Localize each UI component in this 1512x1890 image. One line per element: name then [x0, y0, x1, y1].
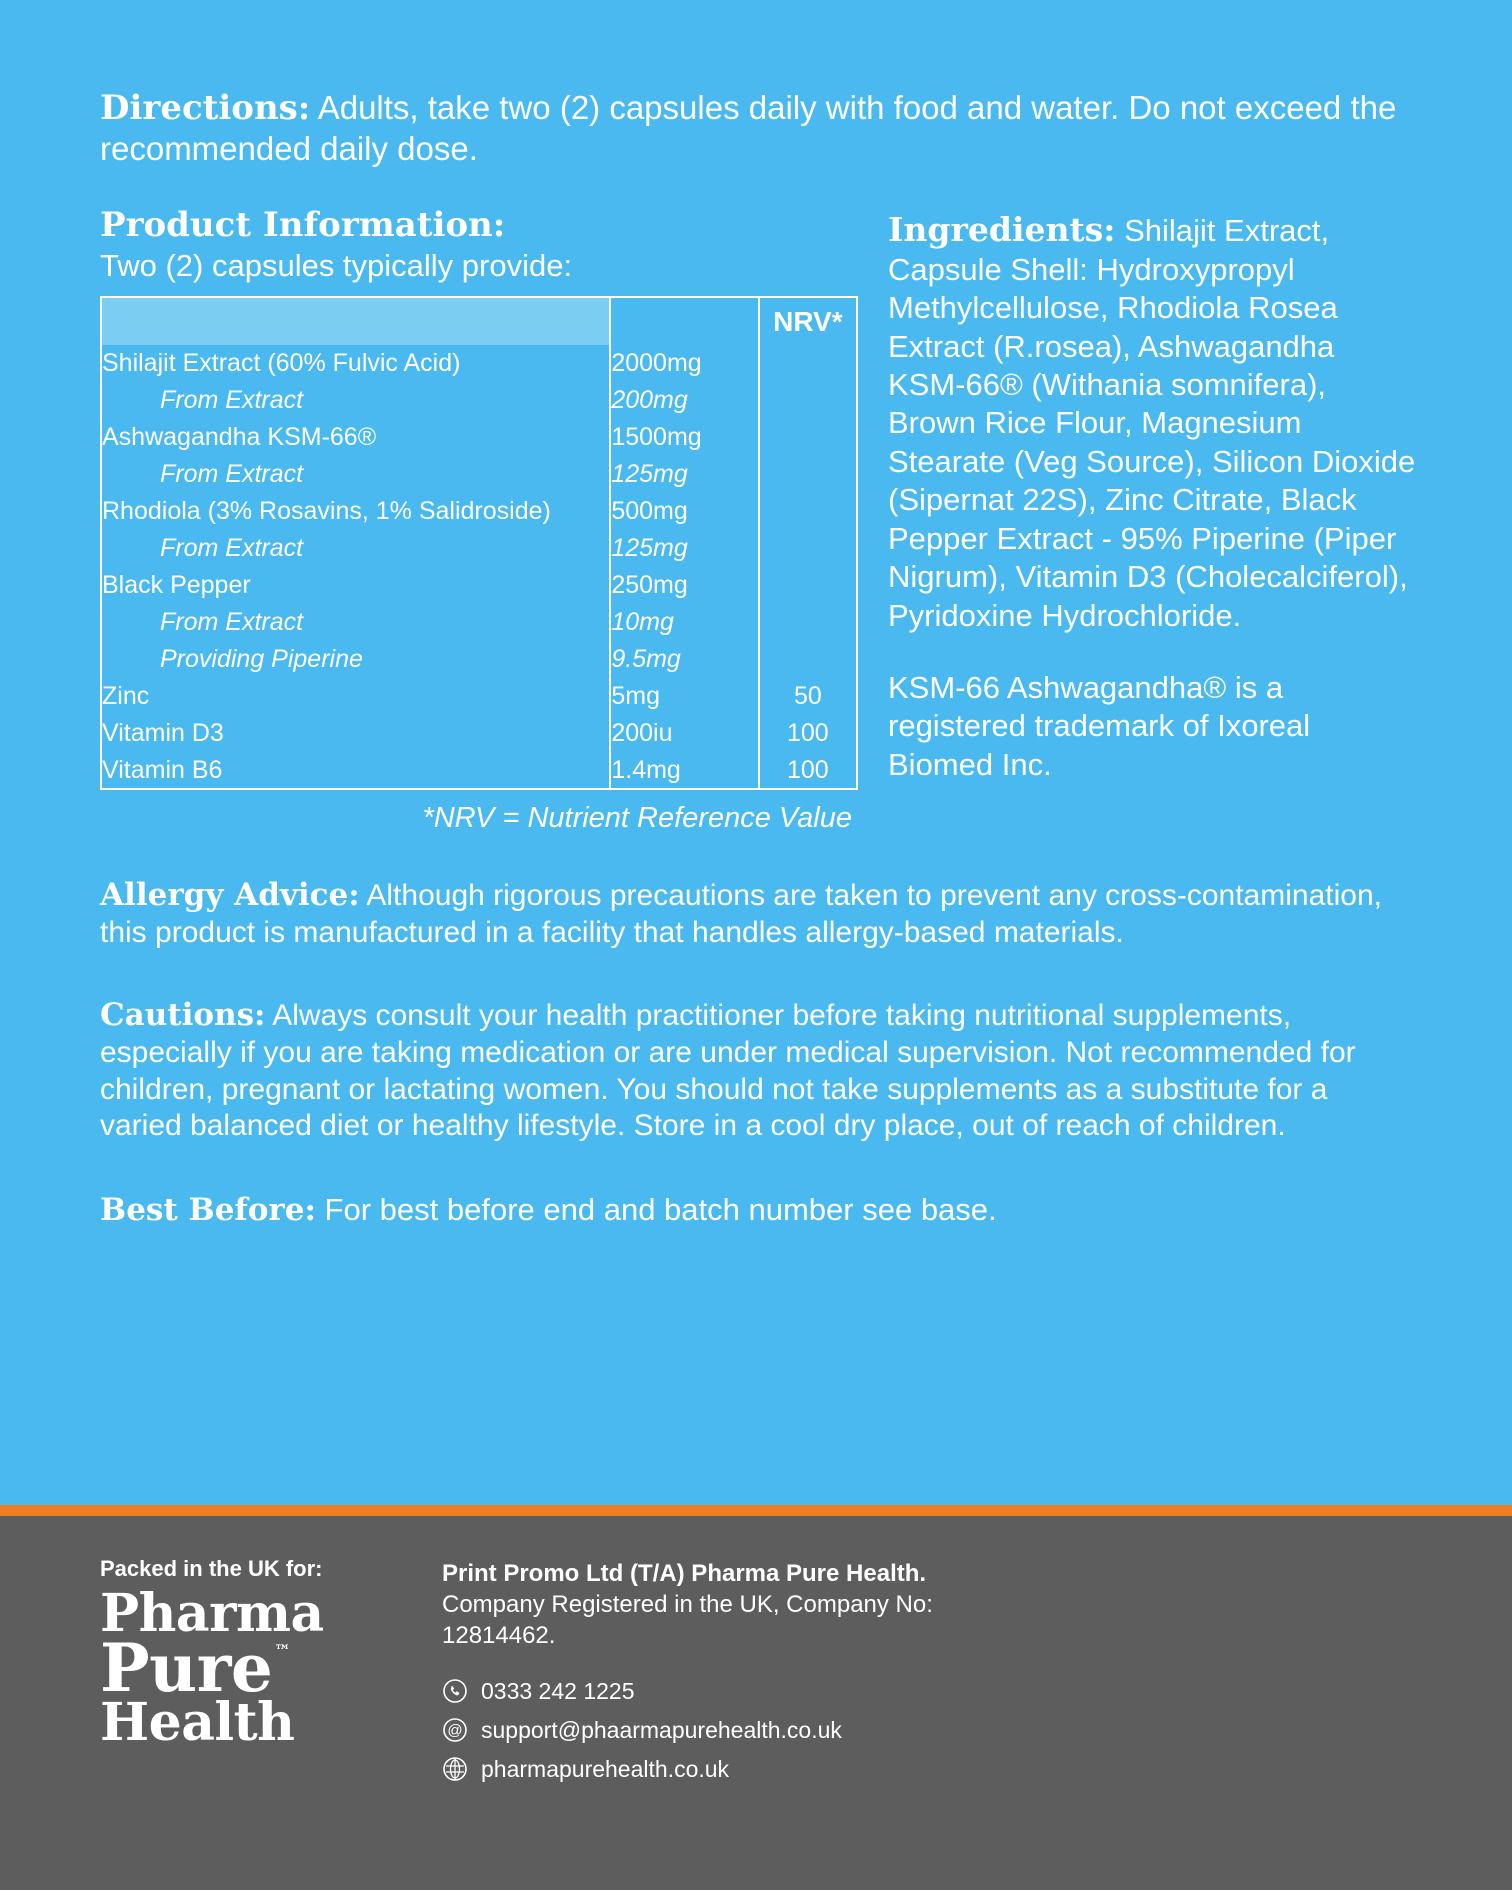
email-icon [442, 1717, 468, 1743]
company-registration-text [442, 1558, 972, 1652]
product-information-subheading: Two (2) capsules typically provide: [100, 247, 573, 283]
row-name: Ashwagandha KSM-66® [102, 423, 377, 451]
two-column-section [100, 204, 1416, 835]
logo-line-3: Health [100, 1691, 295, 1753]
row-amount: 200mg [611, 386, 688, 414]
table-row [101, 456, 857, 493]
trademark-note: KSM-66 Ashwagandha® is a registered trademark of Ixoreal Biomed Inc. [888, 670, 1311, 782]
company-registration-detail: Company Registered in the UK, Company No: 12814462. [442, 1591, 933, 1650]
row-nrv: 100 [787, 719, 829, 747]
brand-block [100, 1556, 430, 1890]
table-row [101, 530, 857, 567]
table-header-row [101, 297, 857, 345]
nrv-footnote: *NRV = Nutrient Reference Value [422, 802, 852, 834]
row-nrv: 50 [793, 682, 822, 710]
row-amount: 125mg [611, 534, 688, 562]
best-before-text: For best before end and batch number see base. [315, 1192, 997, 1227]
trademark-symbol: ™ [274, 1640, 290, 1660]
header-cell-amount [610, 297, 758, 345]
logo-line-2 [100, 1628, 430, 1707]
row-amount: 2000mg [611, 349, 702, 377]
company-details-block [430, 1556, 972, 1890]
row-amount: 250mg [611, 571, 688, 599]
table-row [101, 382, 857, 419]
phone-icon [442, 1678, 468, 1704]
table-row [101, 641, 857, 678]
ingredients-label: Ingredients: [888, 209, 1116, 249]
contact-email-row[interactable] [442, 1717, 972, 1744]
svg-text:@: @ [447, 1722, 463, 1740]
row-name: Zinc [102, 682, 150, 710]
table-row [101, 493, 857, 530]
allergy-advice-block [100, 877, 1412, 951]
row-name: From Extract [160, 386, 304, 414]
contact-phone-row[interactable] [442, 1678, 972, 1705]
row-amount: 500mg [611, 497, 688, 525]
globe-icon [442, 1756, 468, 1782]
row-nrv: 100 [787, 755, 829, 784]
row-amount: 125mg [611, 460, 688, 488]
header-cell-name [101, 297, 610, 345]
table-row [101, 715, 857, 752]
allergy-advice-text: Although rigorous precautions are taken to prevent any cross-contamination, this product is manufactured in a facility that handles allergy-based materials. [100, 879, 1382, 949]
header-cell-nrv [759, 297, 857, 345]
packed-in-uk-label: Packed in the UK for: [100, 1556, 323, 1581]
directions-text: Adults, take two (2) capsules daily with food and water. Do not exceed the recommended daily dose. [100, 89, 1397, 168]
row-name: Rhodiola (3% Rosavins, 1% Salidroside) [102, 497, 551, 525]
table-row [101, 604, 857, 641]
best-before-label: Best Before: [100, 1192, 316, 1228]
pharma-pure-health-logo [100, 1583, 430, 1753]
row-name: Shilajit Extract (60% Fulvic Acid) [102, 349, 461, 377]
table-row [101, 752, 857, 789]
row-name: From Extract [160, 534, 304, 562]
website-url: pharmapurehealth.co.uk [481, 1755, 730, 1782]
logo-line-1: Pharma [100, 1583, 324, 1644]
cautions-text: Always consult your health practitioner before taking nutritional supplements, especially if you are taking medication or are under medical supervision. Not recommended for children, pregnant or lactating women. You should not take supplements as a substitute for a varied balanced diet or healthy lifestyle. Store in a cool dry place, out of reach of children. [100, 999, 1356, 1143]
ingredients-block [888, 210, 1418, 635]
row-amount: 1.4mg [611, 755, 681, 784]
row-name: Vitamin D3 [102, 719, 224, 747]
accent-divider-bar [0, 1505, 1512, 1516]
nutrition-table [100, 296, 858, 790]
table-row [101, 419, 857, 456]
table-row [101, 567, 857, 604]
phone-number: 0333 242 1225 [481, 1677, 635, 1704]
product-information-column [100, 206, 860, 835]
logo-line-2-text: Pure [100, 1628, 273, 1707]
company-name: Print Promo Ltd (T/A) Pharma Pure Health. [442, 1560, 927, 1587]
row-amount: 9.5mg [611, 645, 681, 673]
table-row [101, 345, 857, 382]
email-address: support@phaarmapurehealth.co.uk [481, 1716, 842, 1743]
directions-block [100, 88, 1412, 170]
row-amount: 200iu [611, 719, 673, 747]
row-name: From Extract [160, 460, 304, 488]
row-name: Providing Piperine [160, 645, 363, 673]
nrv-header-label: NRV* [773, 305, 843, 337]
row-name: Vitamin B6 [102, 755, 223, 784]
row-amount: 5mg [611, 682, 660, 710]
row-amount: 10mg [611, 608, 674, 636]
contact-website-row[interactable] [442, 1756, 972, 1783]
footer [0, 1516, 1512, 1890]
cautions-block [100, 997, 1412, 1145]
directions-label: Directions: [100, 88, 311, 128]
table-row [101, 678, 857, 715]
ingredients-text: Shilajit Extract, Capsule Shell: Hydroxypropyl Methylcellulose, Rhodiola Rosea Extract (R.rosea), Ashwagandha KSM-66® (Withania somnifera), Brown Rice Flour, Magnesium Stearate (Veg Source), Silicon Dioxide (Sipernat 22S), Zinc Citrate, Black Pepper Extract - 95% Piperine (Piper Nigrum), Vitamin D3 (Cholecalciferol), Pyridoxine Hydrochloride. [888, 212, 1416, 633]
row-amount: 1500mg [611, 423, 702, 451]
contact-details [442, 1678, 972, 1783]
row-name: From Extract [160, 608, 304, 636]
cautions-label: Cautions: [100, 997, 266, 1034]
ingredients-column [888, 206, 1418, 785]
row-name: Black Pepper [102, 571, 251, 599]
best-before-block [100, 1191, 1412, 1230]
allergy-advice-label: Allergy Advice: [100, 877, 360, 913]
product-information-heading: Product Information: [100, 204, 506, 245]
